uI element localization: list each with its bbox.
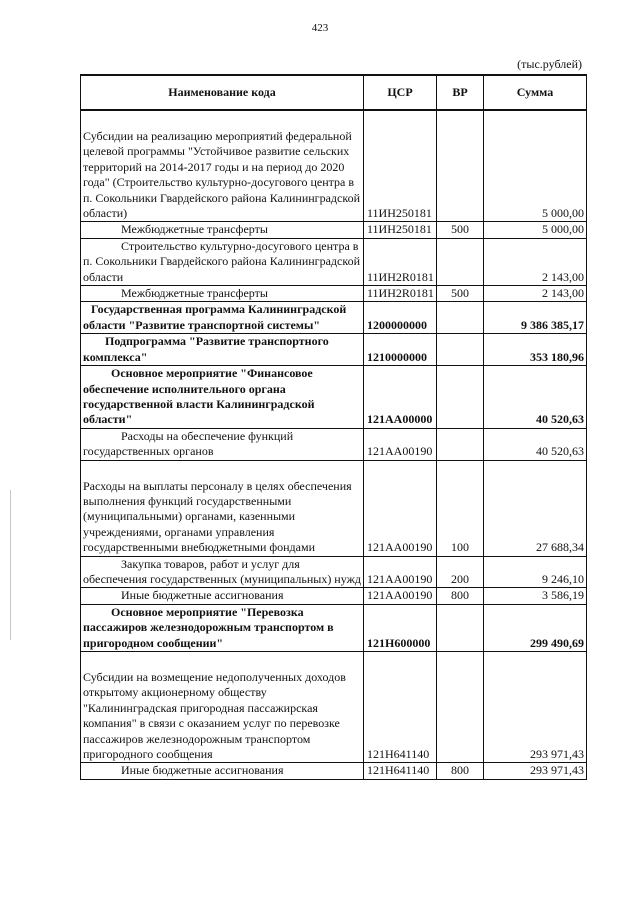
table-row: [81, 302, 587, 334]
row-name: Строительство культурно-досугового центра в п. Сокольники Гвардейского района Калининградской области: [81, 238, 364, 285]
row-sum: 299 490,69: [484, 604, 587, 651]
row-sum: 353 180,96: [484, 334, 587, 366]
row-csr: 121Н600000: [364, 604, 437, 651]
page-number: 423: [311, 22, 329, 34]
row-csr: 11ИН2R0181: [364, 238, 437, 285]
row-vr: 200: [437, 556, 484, 588]
row-name: Государственная программа Калининградской области "Развитие транспортной системы": [81, 302, 364, 334]
table-row: [81, 366, 587, 429]
header-sum: Сумма: [484, 75, 587, 110]
row-csr: 121АА00190: [364, 556, 437, 588]
row-sum: 5 000,00: [484, 222, 587, 238]
row-sum: 27 688,34: [484, 460, 587, 556]
row-vr: 800: [437, 763, 484, 779]
row-vr: 500: [437, 286, 484, 302]
row-csr: 121АА00190: [364, 460, 437, 556]
header-csr: ЦСР: [364, 75, 437, 110]
row-csr: 1210000000: [364, 334, 437, 366]
row-vr: [437, 652, 484, 763]
header-name: Наименование кода: [81, 75, 364, 110]
table-row: [81, 460, 587, 556]
row-name: Иные бюджетные ассигнования: [81, 763, 364, 779]
row-csr: 1200000000: [364, 302, 437, 334]
table-row: [81, 556, 587, 588]
row-csr: 11ИН2R0181: [364, 286, 437, 302]
table-row: [81, 286, 587, 302]
row-sum: 2 143,00: [484, 286, 587, 302]
row-vr: 800: [437, 588, 484, 604]
row-csr: 11ИН250181: [364, 222, 437, 238]
table-row: [81, 652, 587, 763]
row-name: Основное мероприятие "Перевозка пассажиров железнодорожным транспортом в пригородном сообщении": [81, 604, 364, 651]
table-row: [81, 110, 587, 222]
row-sum: 293 971,43: [484, 652, 587, 763]
row-csr: 121АА00000: [364, 366, 437, 429]
row-name: Основное мероприятие "Финансовое обеспечение исполнительного органа государственной власти Калининградской области": [81, 366, 364, 429]
table-row: [81, 588, 587, 604]
row-vr: 100: [437, 460, 484, 556]
table-header-row: [81, 75, 587, 110]
budget-table: [80, 74, 587, 780]
row-sum: 293 971,43: [484, 763, 587, 779]
row-vr: [437, 334, 484, 366]
row-sum: 2 143,00: [484, 238, 587, 285]
row-name: Подпрограмма "Развитие транспортного комплекса": [81, 334, 364, 366]
row-sum: 3 586,19: [484, 588, 587, 604]
row-csr: 121Н641140: [364, 763, 437, 779]
row-name: Субсидии на реализацию мероприятий федеральной целевой программы "Устойчивое развитие сельских территорий на 2014-2017 годы и на период до 2020 года" (Строительство культурно-досугового центра в п. Сокольники Гвардейского района Калининградской области): [81, 110, 364, 222]
row-name: Межбюджетные трансферты: [81, 286, 364, 302]
row-vr: [437, 366, 484, 429]
header-vr: ВР: [437, 75, 484, 110]
row-name: Иные бюджетные ассигнования: [81, 588, 364, 604]
row-csr: 121АА00190: [364, 428, 437, 460]
table-row: [81, 238, 587, 285]
table-row: [81, 222, 587, 238]
row-csr: 121Н641140: [364, 652, 437, 763]
row-name: Расходы на обеспечение функций государственных органов: [81, 428, 364, 460]
table-row: [81, 428, 587, 460]
row-vr: [437, 428, 484, 460]
row-vr: [437, 110, 484, 222]
row-sum: 40 520,63: [484, 428, 587, 460]
row-sum: 9 386 385,17: [484, 302, 587, 334]
row-sum: 40 520,63: [484, 366, 587, 429]
row-vr: [437, 604, 484, 651]
row-sum: 5 000,00: [484, 110, 587, 222]
row-sum: 9 246,10: [484, 556, 587, 588]
row-vr: 500: [437, 222, 484, 238]
row-name: Межбюджетные трансферты: [81, 222, 364, 238]
row-vr: [437, 302, 484, 334]
row-vr: [437, 238, 484, 285]
row-name: Расходы на выплаты персоналу в целях обеспечения выполнения функций государственными (муниципальными) органами, казенными учреждениями, органами управления государственными внебюджетными фондами: [81, 460, 364, 556]
row-csr: 11ИН250181: [364, 110, 437, 222]
row-csr: 121АА00190: [364, 588, 437, 604]
row-name: Закупка товаров, работ и услуг для обеспечения государственных (муниципальных) нужд: [81, 556, 364, 588]
table-row: [81, 763, 587, 779]
table-row: [81, 334, 587, 366]
units-label: (тыс.рублей): [517, 57, 582, 71]
row-name: Субсидии на возмещение недополученных доходов открытому акционерному обществу "Калининградская пригородная пассажирская компания" в связи с оказанием услуг по перевозке пассажиров железнодорожным транспортом пригородного сообщения: [81, 652, 364, 763]
table-row: [81, 604, 587, 651]
scan-edge-line: [10, 490, 11, 640]
